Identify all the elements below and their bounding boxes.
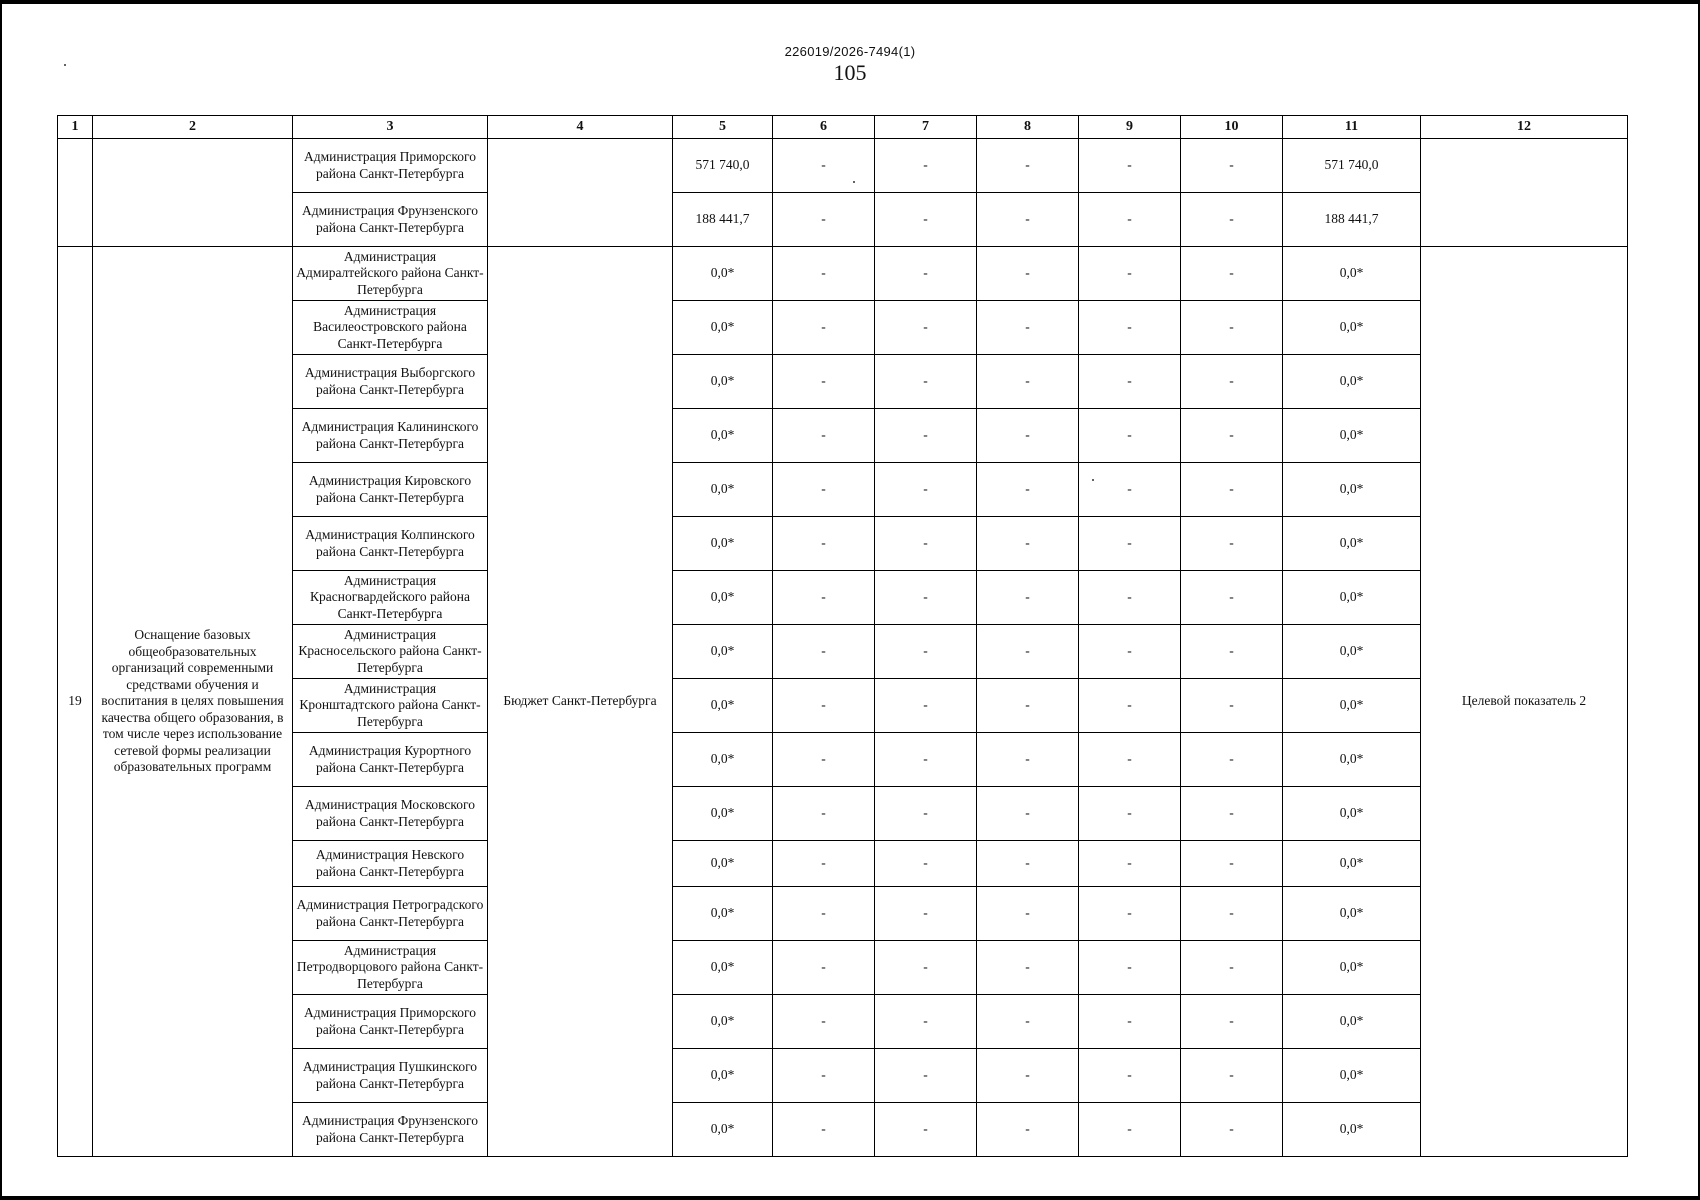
value-cell-col8: - <box>977 463 1079 517</box>
value-cell-col7: - <box>875 887 977 941</box>
scan-speck <box>1092 479 1094 481</box>
value-cell-col8: - <box>977 139 1079 193</box>
value-cell-col8: - <box>977 571 1079 625</box>
value-cell-col10: - <box>1181 625 1283 679</box>
value-cell-col5: 0,0* <box>673 733 773 787</box>
value-cell-col9: - <box>1079 247 1181 301</box>
value-cell-col6: - <box>773 355 875 409</box>
value-cell-col11: 0,0* <box>1283 463 1421 517</box>
table-row <box>58 517 1628 571</box>
value-cell-col11: 0,0* <box>1283 409 1421 463</box>
value-cell-col11: 0,0* <box>1283 1049 1421 1103</box>
value-cell-col9: - <box>1079 355 1181 409</box>
value-cell-col10: - <box>1181 679 1283 733</box>
value-cell-col11: 0,0* <box>1283 301 1421 355</box>
table-header-row <box>58 116 1628 139</box>
value-cell-col6: - <box>773 733 875 787</box>
value-cell-col9: - <box>1079 1049 1181 1103</box>
value-cell-col6: - <box>773 625 875 679</box>
value-cell-col11: 0,0* <box>1283 625 1421 679</box>
value-cell-col6: - <box>773 409 875 463</box>
column-header: 7 <box>875 116 977 139</box>
value-cell-col10: - <box>1181 463 1283 517</box>
value-cell-col7: - <box>875 517 977 571</box>
column-header: 8 <box>977 116 1079 139</box>
value-cell-col9: - <box>1079 625 1181 679</box>
value-cell-col5: 0,0* <box>673 841 773 887</box>
value-cell-col5: 0,0* <box>673 247 773 301</box>
value-cell-col5: 0,0* <box>673 517 773 571</box>
value-cell-col6: - <box>773 787 875 841</box>
value-cell-col8: - <box>977 301 1079 355</box>
value-cell-col9: - <box>1079 679 1181 733</box>
value-cell-col7: - <box>875 1049 977 1103</box>
value-cell-col6: - <box>773 571 875 625</box>
value-cell-col11: 188 441,7 <box>1283 193 1421 247</box>
value-cell-col10: - <box>1181 887 1283 941</box>
value-cell-col9: - <box>1079 301 1181 355</box>
executor-cell: Администрация Фрунзенского района Санкт-Петербурга <box>293 193 488 247</box>
value-cell-col10: - <box>1181 841 1283 887</box>
indicator-cell <box>1421 139 1628 247</box>
executor-cell: Администрация Приморского района Санкт-Петербурга <box>293 995 488 1049</box>
value-cell-col11: 0,0* <box>1283 733 1421 787</box>
value-cell-col11: 0,0* <box>1283 1103 1421 1157</box>
value-cell-col9: - <box>1079 517 1181 571</box>
value-cell-col6: - <box>773 841 875 887</box>
executor-cell: Администрация Пушкинского района Санкт-Петербурга <box>293 1049 488 1103</box>
table-row <box>58 193 1628 247</box>
value-cell-col10: - <box>1181 517 1283 571</box>
table-row <box>58 733 1628 787</box>
value-cell-col8: - <box>977 1103 1079 1157</box>
value-cell-col5: 0,0* <box>673 463 773 517</box>
value-cell-col11: 0,0* <box>1283 679 1421 733</box>
value-cell-col5: 0,0* <box>673 679 773 733</box>
budget-table <box>57 115 1628 1157</box>
executor-cell: Администрация Кировского района Санкт-Петербурга <box>293 463 488 517</box>
value-cell-col7: - <box>875 193 977 247</box>
value-cell-col11: 0,0* <box>1283 941 1421 995</box>
value-cell-col6: - <box>773 139 875 193</box>
value-cell-col11: 0,0* <box>1283 571 1421 625</box>
value-cell-col7: - <box>875 841 977 887</box>
row-number-cell: 19 <box>58 247 93 1157</box>
value-cell-col5: 0,0* <box>673 787 773 841</box>
value-cell-col5: 0,0* <box>673 995 773 1049</box>
table-row <box>58 787 1628 841</box>
executor-cell: Администрация Невского района Санкт-Петербурга <box>293 841 488 887</box>
table-row <box>58 679 1628 733</box>
column-header: 12 <box>1421 116 1628 139</box>
value-cell-col6: - <box>773 193 875 247</box>
column-header: 10 <box>1181 116 1283 139</box>
value-cell-col10: - <box>1181 1049 1283 1103</box>
value-cell-col9: - <box>1079 409 1181 463</box>
executor-cell: Администрация Московского района Санкт-Петербурга <box>293 787 488 841</box>
value-cell-col11: 0,0* <box>1283 247 1421 301</box>
value-cell-col6: - <box>773 463 875 517</box>
value-cell-col11: 0,0* <box>1283 787 1421 841</box>
value-cell-col7: - <box>875 409 977 463</box>
value-cell-col9: - <box>1079 787 1181 841</box>
column-header: 3 <box>293 116 488 139</box>
column-header: 1 <box>58 116 93 139</box>
value-cell-col11: 0,0* <box>1283 517 1421 571</box>
value-cell-col9: - <box>1079 841 1181 887</box>
value-cell-col7: - <box>875 1103 977 1157</box>
value-cell-col5: 0,0* <box>673 409 773 463</box>
executor-cell: Администрация Приморского района Санкт-Петербурга <box>293 139 488 193</box>
value-cell-col5: 0,0* <box>673 355 773 409</box>
value-cell-col10: - <box>1181 941 1283 995</box>
table-row <box>58 409 1628 463</box>
value-cell-col7: - <box>875 355 977 409</box>
value-cell-col11: 0,0* <box>1283 887 1421 941</box>
executor-cell: Администрация Василеостровского района Санкт-Петербурга <box>293 301 488 355</box>
value-cell-col10: - <box>1181 193 1283 247</box>
executor-cell: Администрация Выборгского района Санкт-Петербурга <box>293 355 488 409</box>
value-cell-col11: 0,0* <box>1283 355 1421 409</box>
value-cell-col6: - <box>773 1103 875 1157</box>
row-number-cell <box>58 139 93 247</box>
table-row <box>58 247 1628 301</box>
value-cell-col8: - <box>977 887 1079 941</box>
table-row <box>58 841 1628 887</box>
value-cell-col10: - <box>1181 355 1283 409</box>
value-cell-col8: - <box>977 679 1079 733</box>
table-row <box>58 463 1628 517</box>
value-cell-col11: 0,0* <box>1283 995 1421 1049</box>
value-cell-col8: - <box>977 841 1079 887</box>
value-cell-col7: - <box>875 733 977 787</box>
value-cell-col10: - <box>1181 139 1283 193</box>
executor-cell: Администрация Петродворцового района Санкт-Петербурга <box>293 941 488 995</box>
value-cell-col7: - <box>875 571 977 625</box>
value-cell-col11: 0,0* <box>1283 841 1421 887</box>
value-cell-col10: - <box>1181 301 1283 355</box>
value-cell-col6: - <box>773 679 875 733</box>
value-cell-col6: - <box>773 941 875 995</box>
table-row <box>58 995 1628 1049</box>
table-row <box>58 571 1628 625</box>
value-cell-col5: 0,0* <box>673 625 773 679</box>
value-cell-col9: - <box>1079 995 1181 1049</box>
value-cell-col6: - <box>773 1049 875 1103</box>
value-cell-col8: - <box>977 193 1079 247</box>
value-cell-col7: - <box>875 301 977 355</box>
value-cell-col10: - <box>1181 247 1283 301</box>
value-cell-col5: 188 441,7 <box>673 193 773 247</box>
page-header <box>0 44 1700 85</box>
value-cell-col5: 0,0* <box>673 941 773 995</box>
scan-speck <box>64 64 66 66</box>
indicator-cell: Целевой показатель 2 <box>1421 247 1628 1157</box>
table-row <box>58 301 1628 355</box>
executor-cell: Администрация Адмиралтейского района Санкт-Петербурга <box>293 247 488 301</box>
value-cell-col7: - <box>875 139 977 193</box>
value-cell-col8: - <box>977 995 1079 1049</box>
value-cell-col7: - <box>875 995 977 1049</box>
value-cell-col8: - <box>977 409 1079 463</box>
value-cell-col10: - <box>1181 733 1283 787</box>
value-cell-col5: 0,0* <box>673 301 773 355</box>
value-cell-col9: - <box>1079 1103 1181 1157</box>
executor-cell: Администрация Калининского района Санкт-Петербурга <box>293 409 488 463</box>
value-cell-col9: - <box>1079 139 1181 193</box>
value-cell-col7: - <box>875 625 977 679</box>
value-cell-col9: - <box>1079 193 1181 247</box>
page-number: 105 <box>833 60 867 85</box>
value-cell-col8: - <box>977 941 1079 995</box>
value-cell-col7: - <box>875 679 977 733</box>
column-header: 9 <box>1079 116 1181 139</box>
value-cell-col9: - <box>1079 733 1181 787</box>
table-row <box>58 941 1628 995</box>
value-cell-col9: - <box>1079 887 1181 941</box>
table-row <box>58 139 1628 193</box>
value-cell-col10: - <box>1181 571 1283 625</box>
value-cell-col5: 571 740,0 <box>673 139 773 193</box>
table-row <box>58 887 1628 941</box>
executor-cell: Администрация Курортного района Санкт-Петербурга <box>293 733 488 787</box>
activity-cell <box>93 139 293 247</box>
executor-cell: Администрация Красногвардейского района Санкт-Петербурга <box>293 571 488 625</box>
value-cell-col8: - <box>977 625 1079 679</box>
funding-source-cell <box>488 139 673 247</box>
value-cell-col8: - <box>977 247 1079 301</box>
column-header: 5 <box>673 116 773 139</box>
column-header: 2 <box>93 116 293 139</box>
column-header: 4 <box>488 116 673 139</box>
value-cell-col6: - <box>773 995 875 1049</box>
value-cell-col6: - <box>773 247 875 301</box>
funding-source-cell: Бюджет Санкт-Петербурга <box>488 247 673 1157</box>
value-cell-col8: - <box>977 787 1079 841</box>
value-cell-col10: - <box>1181 787 1283 841</box>
activity-cell: Оснащение базовых общеобразовательных организаций современными средствами обучения и воспитания в целях повышения качества общего образования, в том числе через использование сетевой формы реализации образовательных программ <box>93 247 293 1157</box>
value-cell-col8: - <box>977 517 1079 571</box>
value-cell-col6: - <box>773 301 875 355</box>
value-cell-col9: - <box>1079 941 1181 995</box>
value-cell-col9: - <box>1079 463 1181 517</box>
value-cell-col7: - <box>875 463 977 517</box>
value-cell-col6: - <box>773 517 875 571</box>
executor-cell: Администрация Петроградского района Санкт-Петербурга <box>293 887 488 941</box>
executor-cell: Администрация Колпинского района Санкт-Петербурга <box>293 517 488 571</box>
value-cell-col6: - <box>773 887 875 941</box>
value-cell-col9: - <box>1079 571 1181 625</box>
value-cell-col5: 0,0* <box>673 1049 773 1103</box>
value-cell-col10: - <box>1181 1103 1283 1157</box>
table-row <box>58 1103 1628 1157</box>
value-cell-col7: - <box>875 787 977 841</box>
value-cell-col8: - <box>977 355 1079 409</box>
table-row <box>58 625 1628 679</box>
executor-cell: Администрация Кронштадтского района Санкт-Петербурга <box>293 679 488 733</box>
value-cell-col10: - <box>1181 409 1283 463</box>
value-cell-col7: - <box>875 247 977 301</box>
executor-cell: Администрация Красносельского района Санкт-Петербурга <box>293 625 488 679</box>
value-cell-col5: 0,0* <box>673 1103 773 1157</box>
value-cell-col5: 0,0* <box>673 571 773 625</box>
value-cell-col7: - <box>875 941 977 995</box>
value-cell-col11: 571 740,0 <box>1283 139 1421 193</box>
value-cell-col8: - <box>977 733 1079 787</box>
document-id: 226019/2026-7494(1) <box>784 44 916 59</box>
executor-cell: Администрация Фрунзенского района Санкт-Петербурга <box>293 1103 488 1157</box>
value-cell-col8: - <box>977 1049 1079 1103</box>
table-row <box>58 1049 1628 1103</box>
column-header: 11 <box>1283 116 1421 139</box>
value-cell-col5: 0,0* <box>673 887 773 941</box>
column-header: 6 <box>773 116 875 139</box>
table-row <box>58 355 1628 409</box>
scan-speck <box>853 181 855 183</box>
value-cell-col10: - <box>1181 995 1283 1049</box>
